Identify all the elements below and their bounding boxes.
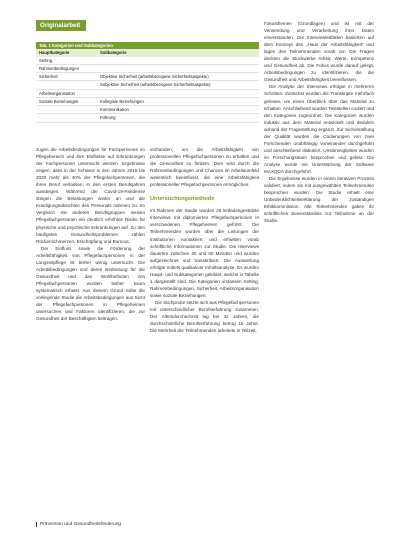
table-header: Subkategorie [97, 49, 259, 56]
main-category-cell [36, 114, 97, 122]
paragraph: Im Rahmen der Studie wurden 25 leitfadengestützte Interviews mit diplomierten Pflegefachpersonen in verschiedenen Pflegeheimen geführt. Die Teilnehmenden wurden über die Leitungen der Institutionen kontaktiert und erhielten vorab schriftliche Informationen zur Studie. Die Interviews dauerten zwischen 30 und 60 Minuten und wurden aufgezeichnet und transkribiert. Die Auswertung erfolgte mittels qualitativer Inhaltsanalyse. Es wurden Haupt- und Subkategorien gebildet, welche in Tabelle 1 dargestellt sind. Die Kategorien umfassen Setting, Rahmenbedingungen, Sicherheit, Arbeitsorganisation sowie soziale Beziehungen. [150, 208, 259, 298]
paragraph: Die Analyse der Interviews erfolgte in mehreren Schritten. Zunächst wurden die Transkripte mehrfach gelesen, um einen Überblick über das Material zu erhalten. Anschließend wurden Textstellen codiert und den Kategorien zugeordnet. Die Kategorien wurden induktiv aus dem Material entwickelt und deduktiv anhand der Fragestellung ergänzt. Zur Sicherstellung der Qualität wurden die Codierungen von zwei Forschenden unabhängig voneinander durchgeführt und anschließend diskutiert. Unstimmigkeiten wurden im Forschungsteam besprochen und gelöst. Die Analyse wurde mit Unterstützung der Software MAXQDA durchgeführt. [264, 84, 374, 174]
table-row [36, 73, 259, 81]
section-heading: Untersuchungsmethode [150, 196, 215, 203]
page-footer: Prävention und Gesundheitsförderung [36, 522, 121, 527]
text-column-1 [36, 146, 145, 322]
sub-category-cell: Kollegiale Beziehungen [97, 97, 259, 105]
paragraph: zugen die Arbeitsbedingungen für Fachpersonen im Pflegebereich und ihre Einflüsse auf Erkrankungen der Fachpersonen untersucht werden. Ergebnisse zeigen, dass in der Schweiz in den Jahren 2015 bis 2020 mehr als 40% der Pflegefachpersonen, die ihren Beruf verlassen, in den ersten Berufsjahren aussteigen. Während der Covid-19-Pandemie stiegen die Belastungen weiter an und die Kündigungsabsichten des Personals nahmen zu. Im Vergleich mit anderen Berufsgruppen weisen Pflegefachpersonen ein deutlich erhöhtes Risiko für physische und psychische Erkrankungen auf. Zu den häufigsten Gesundheitsproblemen zählen Rückenschmerzen, Erschöpfung und Burnout. [36, 147, 145, 244]
main-category-cell: Setting [36, 57, 97, 65]
sub-category-cell [97, 64, 259, 72]
table-row [36, 64, 259, 72]
section-tag: Originalarbeit [36, 20, 86, 31]
table-row [36, 114, 259, 122]
main-category-cell [36, 81, 97, 89]
paragraph: Fokusthemen (Grundlagen) und ist mit der Verwendung und Verarbeitung ihrer Daten einverstanden. Die Interviewleitfäden basierten auf dem Konzept des „Haus der Arbeitsfähigkeit“ und lagen den Teilnehmenden vorab vor. Die Fragen deckten die Stockwerke Arbeit, Werte, Kompetenz und Gesundheit ab. Die Fokus wurde darauf gelegt, Arbeitsbedingungen zu identifizieren, die die Gesundheit und Arbeitsfähigkeit beeinflussen. [264, 21, 374, 83]
sub-category-cell: Subjektive Sicherheit (arbeitsbezogene Sicherheitsaspekte) [97, 81, 259, 89]
table-row [36, 81, 259, 89]
main-category-cell: Rahmenbedingungen [36, 64, 97, 72]
paragraph: vorhanden, um die Arbeitsfähigkeit von professionellen Pflegefachpersonen zu erhalten und die Gesundheit zu fördern. Dies wird durch die Rahmenbedingungen und Chancen im Arbeitsumfeld wesentlich beeinflusst, die eine Arbeitsfähigkeit professioneller Pflegefachpersonen ermöglichen. [150, 147, 259, 188]
main-category-cell: Arbeitsorganisation [36, 89, 97, 97]
text-column-2 [150, 146, 259, 334]
sub-category-cell: Führung [97, 114, 259, 122]
categories-table [36, 42, 259, 123]
text-column-3 [264, 20, 374, 224]
sub-category-cell: Kommunikation [97, 106, 259, 114]
sub-category-cell: Objektive Sicherheit (arbeitsbezogene Sicherheitsaspekte) [97, 73, 259, 81]
table-row [36, 57, 259, 65]
paragraph: Die Ergebnisse wurden in einem iterativen Prozess validiert, indem sie mit ausgewählten Teilnehmenden besprochen wurden. Die Studie erhielt eine Unbedenklichkeitserklärung der zuständigen Ethikkommission. Alle Teilnehmenden gaben ihr schriftliches Einverständnis zur Teilnahme an der Studie. [264, 176, 374, 224]
sub-category-cell [97, 57, 259, 65]
sub-category-cell [97, 89, 259, 97]
main-category-cell: Soziale Beziehungen [36, 97, 97, 105]
table-body [36, 57, 259, 123]
table-row [36, 89, 259, 97]
table-header: Hauptkategorie [36, 49, 97, 56]
paragraph: Der Einfluss sowie die Förderung der Arbeitsfähigkeit von Pflegefachpersonen in der Langzeitpflege ist bisher wenig untersucht. Die Arbeitsbedingungen und deren Bedeutung für die Gesundheit und das Wohlbefinden von Pflegefachpersonen wurden bisher kaum systematisch erfasst. Aus diesem Grund sollte die vorliegende Studie die Arbeitsbedingungen aus Sicht der Pflegefachpersonen in Pflegeheimen untersuchen und Faktoren identifizieren, die zur Gesundheit der Beschäftigten beitragen. [36, 245, 145, 322]
table-row [36, 97, 259, 105]
main-category-cell: Sicherheit [36, 73, 97, 81]
main-category-cell [36, 106, 97, 114]
paragraph: Die Stichprobe setzte sich aus Pflegefachpersonen mit unterschiedlicher Berufserfahrung zusammen. Der Altersdurchschnitt lag bei 42 Jahren, die durchschnittliche Berufserfahrung betrug 15 Jahre. Die Mehrheit der Teilnehmenden arbeitete in Teilzeit. [150, 299, 259, 334]
table-row [36, 106, 259, 114]
table-caption: Tab. 1 Kategorien und Subkategorien [36, 42, 259, 49]
